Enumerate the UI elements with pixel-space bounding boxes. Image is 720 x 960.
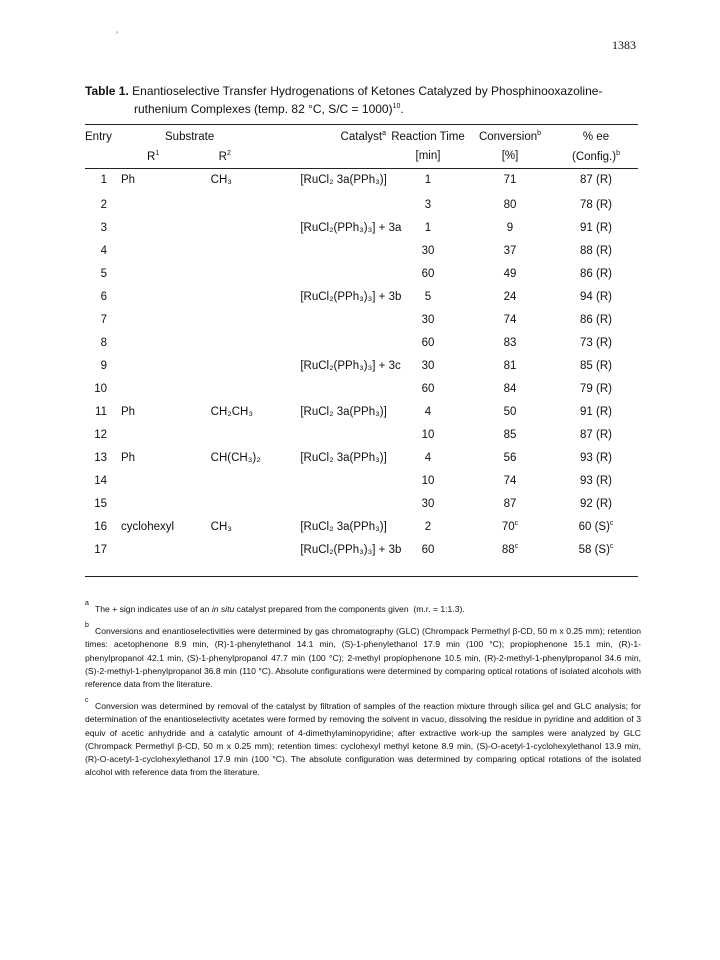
- cell-conversion: 74: [503, 474, 517, 487]
- cell-time: 4: [424, 451, 432, 464]
- table-row: [85, 354, 638, 377]
- cell-catalyst: [RuCl₂(PPh₃)₃] + 3b: [300, 543, 402, 556]
- cell-r2: [211, 377, 301, 400]
- cell-ee: 88 (R): [580, 244, 612, 257]
- footnote-c-text: Conversion was determined by removal of the catalyst by filtration of samples of the reaction mixture through silica gel and GLC analysis; for determination of the enantioselectivity acetates were formed by removing the solvent in vacuo, dissolving the residue in pyridine and addition of 3 equiv of acetic anhydride and a catalytic amount of 4-dimethylaminopyridine; after extractive work-up the samples were analyzed by GLC (Chrompack Permethyl β-CD, 50 m x 0.25 mm); retention times: cyclohexyl methyl ketone 8.9 min, (S)-O-acetyl-1-cyclohexylethanol 13.9 min, (R)-O-acetyl-1-cyclohexylethanol 17.9 min (100 °C). The absolute configuration was determined by comparing optical rotations of the isolated alcohol with reference data from the literature.: [85, 701, 641, 778]
- caption-reference: 10: [392, 103, 401, 110]
- cell-r2: CH₂CH₃: [210, 405, 254, 418]
- footnote-c: c Conversion was determined by removal of the catalyst by filtration of samples of the reaction mixture through silica gel and GLC analysis; for determination of the enantioselectivity acetates were formed by removing the solvent in vacuo, dissolving the residue in pyridine and addition of 3 equiv of acetic anhydride and a catalytic amount of 4-dimethylaminopyridine; after extractive work-up the samples were analyzed by GLC (Chrompack Permethyl β-CD, 50 m x 0.25 mm); retention times: cyclohexyl methyl ketone 8.9 min, (S)-O-acetyl-1-cyclohexylethanol 13.9 min, (R)-O-acetyl-1-cyclohexylethanol 17.9 min (100 °C). The absolute configuration was determined by comparing optical rotations of the isolated alcohol with reference data from the literature.: [85, 700, 641, 779]
- cell-conversion: 74: [503, 313, 517, 326]
- header-substrate: Substrate: [165, 130, 215, 143]
- header-reaction-time: Reaction Time: [391, 130, 465, 143]
- cell-r2: CH₃: [210, 173, 232, 186]
- cell-catalyst: [300, 193, 390, 216]
- cell-conversion: 49: [503, 267, 517, 280]
- cell-r1: [121, 538, 211, 561]
- cell-catalyst: [300, 308, 390, 331]
- cell-catalyst: [300, 239, 390, 262]
- header-row-2: [85, 146, 638, 166]
- cell-catalyst: [300, 492, 390, 515]
- cell-r2: [211, 492, 301, 515]
- table-row: [85, 377, 638, 400]
- cell-ee: 86 (R): [580, 313, 612, 326]
- table-caption: Table 1. Enantioselective Transfer Hydrogenations of Ketones Catalyzed by Phosphinooxazoline- ruthenium Complexes (temp. 82 °C, S/C = 1000)$^{10}$.: [85, 84, 603, 116]
- cell-ee: 87 (R): [580, 428, 612, 441]
- cell-catalyst: [300, 377, 390, 400]
- cell-catalyst: [300, 469, 390, 492]
- cell-entry: 15: [94, 497, 107, 510]
- cell-entry: 3: [100, 221, 107, 234]
- cell-conversion: 81: [503, 359, 517, 372]
- cell-r1: [121, 354, 211, 377]
- cell-entry: 14: [94, 474, 107, 487]
- cell-catalyst: [RuCl₂ 3a(PPh₃)]: [300, 405, 387, 418]
- header-row-1: [85, 127, 638, 146]
- cell-r1: [121, 469, 211, 492]
- header-r1: $R^1$: [147, 149, 160, 163]
- cell-r2: [211, 239, 301, 262]
- header-entry: Entry: [85, 130, 112, 143]
- table-row: [85, 262, 638, 285]
- cell-conversion: 50: [503, 405, 517, 418]
- cell-entry: 10: [94, 382, 107, 395]
- cell-ee: 92 (R): [580, 497, 612, 510]
- cell-catalyst: [RuCl₂ 3a(PPh₃)]: [300, 173, 387, 186]
- cell-conversion: 56: [503, 451, 517, 464]
- cell-r1: [121, 216, 211, 239]
- cell-entry: 8: [100, 336, 107, 349]
- header-conversion: Conversion$^b$: [478, 130, 542, 143]
- table-row: [85, 469, 638, 492]
- cell-time: 10: [421, 428, 435, 441]
- table-body: [85, 166, 638, 561]
- table-row: [85, 331, 638, 354]
- header-conversion-unit: [%]: [501, 150, 519, 162]
- cell-time: 10: [421, 474, 435, 487]
- cell-r1: Ph: [121, 173, 136, 186]
- cell-entry: 5: [100, 267, 107, 280]
- cell-time: 1: [424, 173, 432, 186]
- cell-r2: CH₃: [210, 520, 232, 533]
- table-row: [85, 515, 638, 538]
- cell-time: 60: [421, 543, 435, 556]
- cell-r1: [121, 492, 211, 515]
- table-row: [85, 446, 638, 469]
- footnotes: [85, 600, 641, 788]
- cell-ee: 85 (R): [580, 359, 612, 372]
- cell-catalyst: [RuCl₂(PPh₃)₃] + 3b: [300, 290, 402, 303]
- cell-conversion: 85: [503, 428, 517, 441]
- cell-entry: 6: [100, 290, 107, 303]
- cell-time: 60: [421, 267, 435, 280]
- cell-r1: [121, 308, 211, 331]
- cell-conversion: 87: [503, 497, 517, 510]
- cell-r2: [211, 331, 301, 354]
- cell-ee: 91 (R): [580, 221, 612, 234]
- cell-r1: [121, 193, 211, 216]
- cell-ee: 73 (R): [580, 336, 612, 349]
- table-row: [85, 492, 638, 515]
- footnote-b: b Conversions and enantioselectivities were determined by gas chromatography (GLC) (Chrompack Permethyl β-CD, 50 m x 0.25 mm); retention times: acetophenone 8.9 min, (R)-1-phenylethanol 14.1 min, (S)-1-phenylethanol 17.9 min (100 °C); propiophenone 15.1 min, (R)-1-phenylpropanol 42.1 min, (S)-1-phenylpropanol 47.7 min (100 °C); 2-methyl propiophenone 10.5 min, (R)-2-methyl-1-phenylpropanol 34.6 min, (S)-2-methyl-1-phenylpropanol 36.8 min (110 °C). Absolute configurations were determined by comparing optical rotations of isolated alcohols with reference data from the literature.: [85, 625, 641, 691]
- cell-conversion: 80: [503, 198, 517, 211]
- cell-r2: [211, 193, 301, 216]
- table-row: [85, 285, 638, 308]
- cell-conversion: 88$^c$: [501, 543, 519, 556]
- table-top-rule: [85, 124, 638, 125]
- table-row: [85, 216, 638, 239]
- table-row: [85, 166, 638, 193]
- cell-ee: 60 $(S)^c$: [578, 520, 614, 533]
- cell-time: 1: [424, 221, 432, 234]
- cell-entry: 16: [94, 520, 107, 533]
- header-ee: % ee: [582, 130, 610, 143]
- cell-r1: Ph: [121, 405, 136, 418]
- header-time-unit: [min]: [415, 150, 441, 162]
- cell-r1: [121, 239, 211, 262]
- caption-line-1: Enantioselective Transfer Hydrogenations of Ketones Catalyzed by Phosphinooxazoline-: [132, 84, 603, 98]
- cell-catalyst: [RuCl₂(PPh₃)₃] + 3c: [300, 359, 401, 372]
- cell-r2: [211, 262, 301, 285]
- caption-line-2: ruthenium Complexes (temp. 82 °C, S/C = 1000): [134, 102, 393, 116]
- cell-ee: 93 (R): [580, 474, 612, 487]
- cell-r2: CH(CH₃)₂: [210, 451, 261, 464]
- table-row: [85, 538, 638, 561]
- cell-ee: 94 (R): [580, 290, 612, 303]
- cell-time: 30: [421, 313, 435, 326]
- cell-ee: 58 $(S)^c$: [578, 543, 614, 556]
- cell-conversion: 9: [506, 221, 514, 234]
- table-row: [85, 423, 638, 446]
- cell-entry: 13: [94, 451, 107, 464]
- cell-catalyst: [RuCl₂ 3a(PPh₃)]: [300, 451, 387, 464]
- cell-catalyst: [300, 423, 390, 446]
- cell-conversion: 84: [503, 382, 517, 395]
- cell-conversion: 24: [503, 290, 517, 303]
- stray-scan-mark: ’: [116, 30, 118, 40]
- cell-r2: [211, 285, 301, 308]
- cell-ee: 87 (R): [580, 173, 612, 186]
- cell-ee: 93 (R): [580, 451, 612, 464]
- table-label: Table 1: [85, 84, 126, 98]
- cell-time: 4: [424, 405, 432, 418]
- cell-time: 30: [421, 244, 435, 257]
- cell-time: 5: [424, 290, 432, 303]
- cell-ee: 78 (R): [580, 198, 612, 211]
- cell-r1: [121, 262, 211, 285]
- cell-r2: [211, 423, 301, 446]
- cell-r1: cyclohexyl: [121, 520, 175, 533]
- results-table: [85, 127, 638, 561]
- header-r2: $R^2$: [218, 149, 231, 163]
- cell-catalyst: [RuCl₂ 3a(PPh₃)]: [300, 520, 387, 533]
- cell-time: 2: [424, 520, 432, 533]
- footnote-a: a The + sign indicates use of an in situ catalyst prepared from the components given (m.r. = 1:1.3).: [85, 603, 641, 616]
- cell-catalyst: [RuCl₂(PPh₃)₃] + 3a: [300, 221, 402, 234]
- cell-conversion: 70$^c$: [501, 520, 519, 533]
- cell-r2: [211, 469, 301, 492]
- table-bottom-rule: [85, 576, 638, 577]
- cell-time: 30: [421, 359, 435, 372]
- header-catalyst: Catalyst$^a$: [340, 130, 386, 143]
- footnote-a-text: The + sign indicates use of an in situ catalyst prepared from the components given (m.r. = 1:1.3).: [95, 604, 465, 614]
- cell-time: 60: [421, 336, 435, 349]
- cell-r1: [121, 377, 211, 400]
- table-row: [85, 400, 638, 423]
- cell-entry: 2: [100, 198, 107, 211]
- cell-catalyst: [300, 331, 390, 354]
- cell-time: 30: [421, 497, 435, 510]
- table-row: [85, 239, 638, 262]
- page-number: 1383: [612, 38, 636, 52]
- cell-r2: [211, 216, 301, 239]
- cell-ee: 79 (R): [580, 382, 612, 395]
- cell-r2: [211, 308, 301, 331]
- cell-entry: 12: [94, 428, 107, 441]
- cell-entry: 11: [95, 405, 107, 418]
- cell-entry: 17: [94, 543, 107, 556]
- cell-entry: 1: [100, 173, 107, 186]
- cell-entry: 9: [100, 359, 107, 372]
- table-row: [85, 193, 638, 216]
- cell-ee: 86 (R): [580, 267, 612, 280]
- footnote-b-text: Conversions and enantioselectivities were determined by gas chromatography (GLC) (Chrompack Permethyl β-CD, 50 m x 0.25 mm); retention times: acetophenone 8.9 min, (R)-1-phenylethanol 14.1 min, (S)-1-phenylethanol 17.9 min (100 °C); propiophenone 15.1 min, (R)-1-phenylpropanol 42.1 min, (S)-1-phenylpropanol 47.7 min (100 °C); 2-methyl propiophenone 10.5 min, (R)-2-methyl-1-phenylpropanol 34.6 min, (S)-2-methyl-1-phenylpropanol 36.8 min (110 °C). Absolute configurations were determined by comparing optical rotations of isolated alcohols with reference data from the literature.: [85, 626, 641, 690]
- cell-r2: [211, 354, 301, 377]
- cell-r1: Ph: [121, 451, 136, 464]
- cell-ee: 91 (R): [580, 405, 612, 418]
- cell-conversion: 37: [503, 244, 517, 257]
- cell-time: 3: [424, 198, 432, 211]
- cell-r1: [121, 331, 211, 354]
- cell-r1: [121, 285, 211, 308]
- cell-catalyst: [300, 262, 390, 285]
- cell-conversion: 83: [503, 336, 517, 349]
- cell-entry: 7: [100, 313, 107, 326]
- cell-entry: 4: [100, 244, 107, 257]
- cell-time: 60: [421, 382, 435, 395]
- table-row: [85, 308, 638, 331]
- header-config: (Config.)$^b$: [571, 149, 620, 163]
- cell-r2: [211, 538, 301, 561]
- cell-conversion: 71: [503, 173, 517, 186]
- cell-r1: [121, 423, 211, 446]
